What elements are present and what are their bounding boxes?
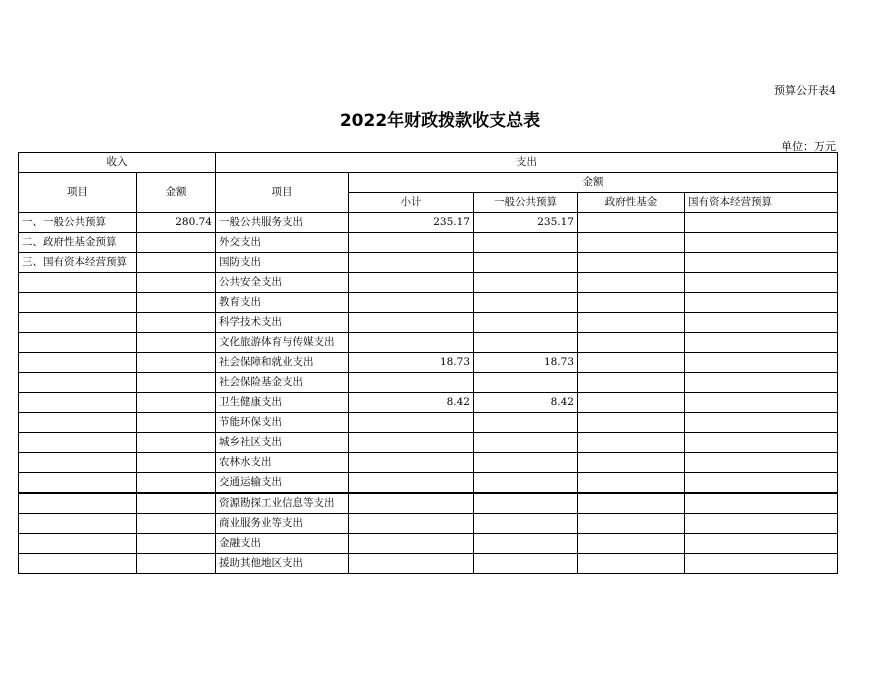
exp-item-cell: 社会保险基金支出	[216, 373, 349, 393]
table-row	[19, 534, 838, 554]
income-item-cell	[19, 534, 137, 554]
general-budget-cell	[474, 313, 578, 333]
table-row	[19, 233, 838, 253]
income-item-cell: 二、政府性基金预算	[19, 233, 137, 253]
income-amount-cell	[137, 554, 216, 574]
income-item-cell	[19, 554, 137, 574]
state-capital-cell	[685, 413, 838, 433]
gov-fund-cell	[578, 393, 685, 413]
income-amount-cell	[137, 333, 216, 353]
exp-item-cell: 外交支出	[216, 233, 349, 253]
unit-label: 单位：万元	[781, 140, 836, 153]
form-number: 预算公开表4	[774, 84, 836, 97]
header-gov-fund: 政府性基金	[578, 193, 685, 213]
general-budget-cell	[474, 493, 578, 514]
state-capital-cell	[685, 273, 838, 293]
income-amount-cell	[137, 453, 216, 473]
state-capital-cell	[685, 473, 838, 494]
exp-item-cell: 援助其他地区支出	[216, 554, 349, 574]
income-amount-cell	[137, 433, 216, 453]
exp-item-cell: 商业服务业等支出	[216, 514, 349, 534]
subtotal-cell	[349, 273, 474, 293]
income-item-cell: 三、国有资本经营预算	[19, 253, 137, 273]
gov-fund-cell	[578, 453, 685, 473]
general-budget-cell: 18.73	[474, 353, 578, 373]
state-capital-cell	[685, 253, 838, 273]
state-capital-cell	[685, 534, 838, 554]
state-capital-cell	[685, 493, 838, 514]
subtotal-cell	[349, 554, 474, 574]
page-title: 2022年财政拨款收支总表	[339, 111, 541, 131]
subtotal-cell: 8.42	[349, 393, 474, 413]
income-item-cell	[19, 273, 137, 293]
table-row	[19, 433, 838, 453]
gov-fund-cell	[578, 493, 685, 514]
state-capital-cell	[685, 453, 838, 473]
table-row	[19, 554, 838, 574]
subtotal-cell	[349, 373, 474, 393]
exp-item-cell: 教育支出	[216, 293, 349, 313]
income-amount-cell	[137, 313, 216, 333]
table-row	[19, 313, 838, 333]
general-budget-cell	[474, 413, 578, 433]
table-row	[19, 453, 838, 473]
general-budget-cell: 8.42	[474, 393, 578, 413]
budget-table	[18, 152, 838, 574]
subtotal-cell	[349, 233, 474, 253]
gov-fund-cell	[578, 273, 685, 293]
income-amount-cell	[137, 273, 216, 293]
state-capital-cell	[685, 333, 838, 353]
general-budget-cell	[474, 333, 578, 353]
gov-fund-cell	[578, 353, 685, 373]
income-amount-cell	[137, 413, 216, 433]
table-row	[19, 514, 838, 534]
general-budget-cell	[474, 473, 578, 494]
gov-fund-cell	[578, 313, 685, 333]
exp-item-cell: 社会保障和就业支出	[216, 353, 349, 373]
state-capital-cell	[685, 373, 838, 393]
income-item-cell	[19, 293, 137, 313]
table-row	[19, 373, 838, 393]
gov-fund-cell	[578, 473, 685, 494]
exp-item-cell: 国防支出	[216, 253, 349, 273]
subtotal-cell	[349, 253, 474, 273]
header-exp-item: 项目	[216, 173, 349, 213]
income-item-cell: 一、一般公共预算	[19, 213, 137, 233]
table-row	[19, 473, 838, 494]
subtotal-cell	[349, 453, 474, 473]
general-budget-cell	[474, 233, 578, 253]
general-budget-cell	[474, 373, 578, 393]
subtotal-cell	[349, 293, 474, 313]
income-item-cell	[19, 413, 137, 433]
income-amount-cell	[137, 353, 216, 373]
subtotal-cell	[349, 433, 474, 453]
header-income-amount: 金额	[137, 173, 216, 213]
state-capital-cell	[685, 554, 838, 574]
general-budget-cell	[474, 433, 578, 453]
general-budget-cell	[474, 273, 578, 293]
table-body	[19, 213, 838, 574]
exp-item-cell: 资源勘探工业信息等支出	[216, 493, 349, 514]
state-capital-cell	[685, 353, 838, 373]
state-capital-cell	[685, 293, 838, 313]
gov-fund-cell	[578, 534, 685, 554]
exp-item-cell: 金融支出	[216, 534, 349, 554]
state-capital-cell	[685, 313, 838, 333]
income-amount-cell	[137, 514, 216, 534]
gov-fund-cell	[578, 514, 685, 534]
gov-fund-cell	[578, 413, 685, 433]
exp-item-cell: 节能环保支出	[216, 413, 349, 433]
general-budget-cell	[474, 534, 578, 554]
subtotal-cell	[349, 413, 474, 433]
table-row	[19, 293, 838, 313]
state-capital-cell	[685, 393, 838, 413]
state-capital-cell	[685, 213, 838, 233]
income-item-cell	[19, 453, 137, 473]
income-item-cell	[19, 353, 137, 373]
gov-fund-cell	[578, 373, 685, 393]
income-item-cell	[19, 514, 137, 534]
subtotal-cell	[349, 313, 474, 333]
header-exp-amount: 金额	[349, 173, 838, 193]
table-row	[19, 413, 838, 433]
gov-fund-cell	[578, 293, 685, 313]
header-income: 收入	[19, 153, 216, 173]
gov-fund-cell	[578, 554, 685, 574]
income-amount-cell	[137, 233, 216, 253]
general-budget-cell	[474, 453, 578, 473]
general-budget-cell	[474, 253, 578, 273]
income-amount-cell: 280.74	[137, 213, 216, 233]
gov-fund-cell	[578, 233, 685, 253]
header-expenditure: 支出	[216, 153, 838, 173]
exp-item-cell: 城乡社区支出	[216, 433, 349, 453]
table-row	[19, 253, 838, 273]
income-amount-cell	[137, 373, 216, 393]
subtotal-cell: 235.17	[349, 213, 474, 233]
income-item-cell	[19, 393, 137, 413]
general-budget-cell	[474, 554, 578, 574]
income-item-cell	[19, 333, 137, 353]
exp-item-cell: 文化旅游体育与传媒支出	[216, 333, 349, 353]
state-capital-cell	[685, 233, 838, 253]
gov-fund-cell	[578, 253, 685, 273]
subtotal-cell	[349, 333, 474, 353]
subtotal-cell	[349, 493, 474, 514]
income-item-cell	[19, 473, 137, 494]
income-amount-cell	[137, 393, 216, 413]
income-amount-cell	[137, 253, 216, 273]
exp-item-cell: 科学技术支出	[216, 313, 349, 333]
gov-fund-cell	[578, 333, 685, 353]
header-subtotal: 小计	[349, 193, 474, 213]
gov-fund-cell	[578, 433, 685, 453]
income-item-cell	[19, 313, 137, 333]
exp-item-cell: 一般公共服务支出	[216, 213, 349, 233]
table-row	[19, 213, 838, 233]
header-state-capital: 国有资本经营预算	[685, 193, 838, 213]
header-income-item: 项目	[19, 173, 137, 213]
exp-item-cell: 公共安全支出	[216, 273, 349, 293]
general-budget-cell	[474, 293, 578, 313]
table-header	[19, 153, 838, 213]
gov-fund-cell	[578, 213, 685, 233]
exp-item-cell: 农林水支出	[216, 453, 349, 473]
state-capital-cell	[685, 433, 838, 453]
table-row	[19, 273, 838, 293]
income-item-cell	[19, 433, 137, 453]
income-amount-cell	[137, 293, 216, 313]
income-amount-cell	[137, 473, 216, 494]
table-row	[19, 393, 838, 413]
general-budget-cell: 235.17	[474, 213, 578, 233]
subtotal-cell	[349, 534, 474, 554]
subtotal-cell	[349, 473, 474, 494]
income-amount-cell	[137, 534, 216, 554]
income-item-cell	[19, 373, 137, 393]
header-general-budget: 一般公共预算	[474, 193, 578, 213]
subtotal-cell	[349, 514, 474, 534]
table-row	[19, 333, 838, 353]
general-budget-cell	[474, 514, 578, 534]
table-row	[19, 493, 838, 514]
table-row	[19, 353, 838, 373]
income-item-cell	[19, 493, 137, 514]
state-capital-cell	[685, 514, 838, 534]
subtotal-cell: 18.73	[349, 353, 474, 373]
exp-item-cell: 交通运输支出	[216, 473, 349, 494]
income-amount-cell	[137, 493, 216, 514]
exp-item-cell: 卫生健康支出	[216, 393, 349, 413]
